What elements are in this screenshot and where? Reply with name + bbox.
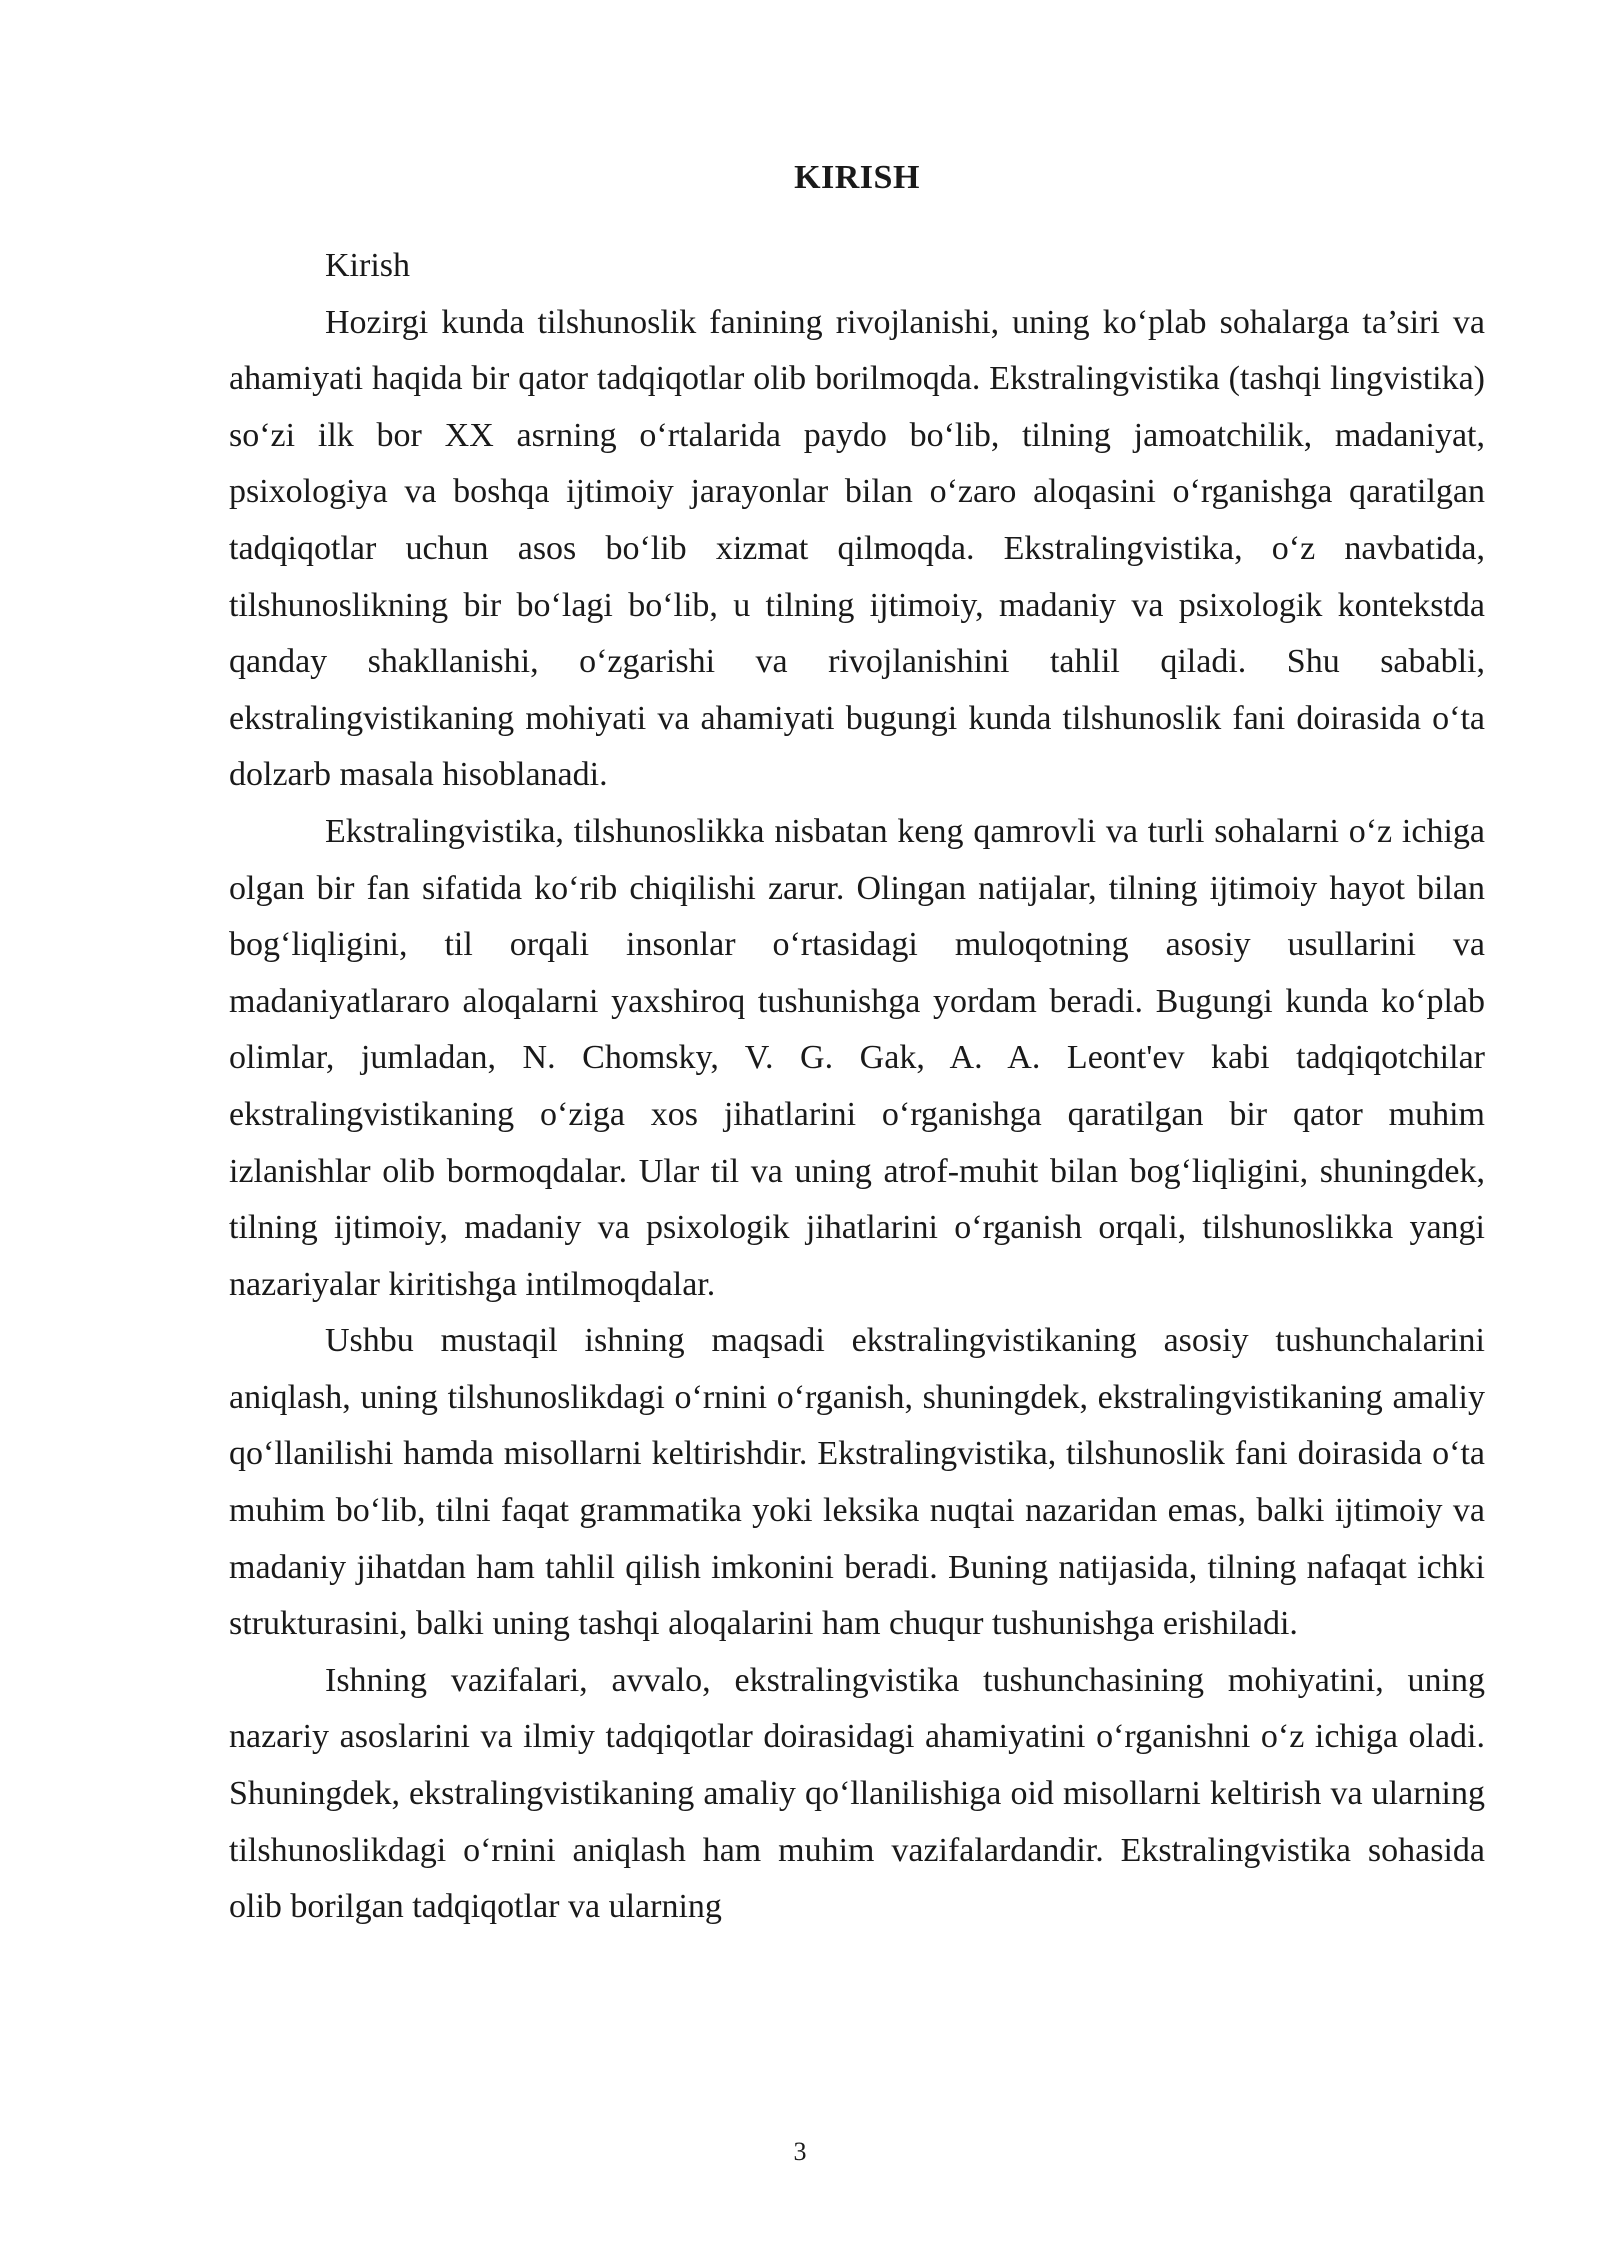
page-content bbox=[229, 150, 1485, 1936]
section-subheading: Kirish bbox=[325, 247, 410, 284]
paragraph-4: Ishning vazifalari, avvalo, ekstralingvistika tushunchasining mohiyatini, uning nazariy asoslarini va ilmiy tadqiqotlar doirasidagi ahamiyatini o‘rganishni o‘z ichiga oladi. Shuningdek, ekstralingvistikaning amaliy qo‘llanilishiga oid misollarni keltirish va ularning tilshunoslikdagi o‘rnini aniqlash ham muhim vazifalardandir. Ekstralingvistika sohasida olib borilgan tadqiqotlar va ularning bbox=[229, 1661, 1485, 1926]
paragraph-2: Ekstralingvistika, tilshunoslikka nisbatan keng qamrovli va turli sohalarni o‘z ichiga olgan bir fan sifatida ko‘rib chiqilishi zarur. Olingan natijalar, tilning ijtimoiy hayot bilan bog‘liqligini, til orqali insonlar o‘rtasidagi muloqotning asosiy usullarini va madaniyatlararo aloqalarni yaxshiroq tushunishga yordam beradi. Bugungi kunda ko‘plab olimlar, jumladan, N. Chomsky, V. G. Gak, A. A. Leont'ev kabi tadqiqotchilar ekstralingvistikaning o‘ziga xos jihatlarini o‘rganishga qaratilgan bir qator muhim izlanishlar olib bormoqdalar. Ular til va uning atrof-muhit bilan bog‘liqligini, shuningdek, tilning ijtimoiy, madaniy va psixologik jihatlarini o‘rganish orqali, tilshunoslikka yangi nazariyalar kiritishga intilmoqdalar. bbox=[229, 812, 1485, 1303]
paragraph-3: Ushbu mustaqil ishning maqsadi ekstralingvistikaning asosiy tushunchalarini aniqlash, uning tilshunoslikdagi o‘rnini o‘rganish, shuningdek, ekstralingvistikaning amaliy qo‘llanilishi hamda misollarni keltirishdir. Ekstralingvistika, tilshunoslik fani doirasida o‘ta muhim bo‘lib, tilni faqat grammatika yoki leksika nuqtai nazaridan emas, balki ijtimoiy va madaniy jihatdan ham tahlil qilish imkonini beradi. Buning natijasida, tilning nafaqat ichki strukturasini, balki uning tashqi aloqalarini ham chuqur tushunishga erishiladi. bbox=[229, 1322, 1485, 1643]
section-title: KIRISH bbox=[794, 159, 920, 196]
page-number: 3 bbox=[793, 2137, 807, 2166]
paragraph-1: Hozirgi kunda tilshunoslik fanining rivojlanishi, uning ko‘plab sohalarga ta’siri va ahamiyati haqida bir qator tadqiqotlar olib borilmoqda. Ekstralingvistika (tashqi lingvistika) so‘zi ilk bor XX asrning o‘rtalarida paydo bo‘lib, tilning jamoatchilik, madaniyat, psixologiya va boshqa ijtimoiy jarayonlar bilan o‘zaro aloqasini o‘rganishga qaratilgan tadqiqotlar uchun asos bo‘lib xizmat qilmoqda. Ekstralingvistika, o‘z navbatida, tilshunoslikning bir bo‘lagi bo‘lib, u tilning ijtimoiy, madaniy va psixologik kontekstda qanday shakllanishi, o‘zgarishi va rivojlanishini tahlil qiladi. Shu sababli, ekstralingvistikaning mohiyati va ahamiyati bugungi kunda tilshunoslik fani doirasida o‘ta dolzarb masala hisoblanadi. bbox=[229, 303, 1485, 794]
